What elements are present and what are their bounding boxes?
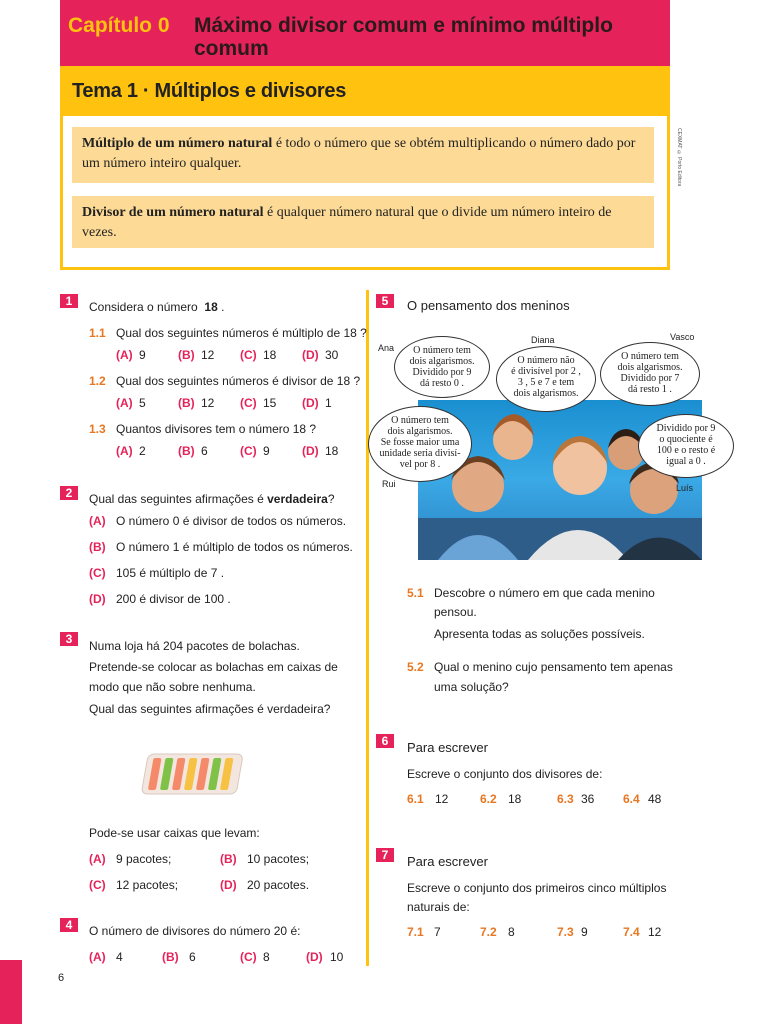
option-value: 18 — [263, 348, 277, 362]
name-luis: Luís — [676, 483, 694, 493]
subquestion-value: 12 — [435, 792, 449, 806]
subquestion-text: Qual o menino cujo pensamento tem apenas — [434, 660, 673, 674]
option-label: (D) — [89, 592, 106, 606]
chapter-title: Máximo divisor comum e mínimo múltiplo comum — [194, 14, 613, 60]
option-label: (D) — [302, 396, 319, 410]
option-value: 9 — [263, 444, 270, 458]
option-value: 6 — [201, 444, 208, 458]
question-text: Qual das seguintes afirmações é verdadeira? — [89, 492, 335, 506]
option-value: 12 — [201, 396, 215, 410]
option-value: 4 — [116, 950, 123, 964]
subquestion-label: 5.1 — [407, 586, 424, 600]
subquestion-label: 1.3 — [89, 422, 106, 436]
subquestion-label: 7.1 — [407, 925, 424, 939]
thought-bubble-ana: O número tem dois algarismos. Dividido por 9 dá resto 0 . — [394, 336, 490, 398]
option-value: 10 — [330, 950, 344, 964]
page-number: 6 — [58, 972, 65, 984]
question-text: Considera o número 18 . — [89, 300, 225, 314]
question-text: Escreve o conjunto dos divisores de: — [407, 767, 603, 781]
option-label: (C) — [240, 950, 257, 964]
name-ana: Ana — [378, 343, 395, 353]
option-label: (A) — [89, 950, 106, 964]
name-vasco: Vasco — [670, 332, 695, 342]
definition-term: Divisor de um número natural — [82, 205, 264, 220]
option-value: 2 — [139, 444, 146, 458]
subquestion-text: pensou. — [434, 605, 477, 619]
subquestion-label: 7.4 — [623, 925, 640, 939]
option-value: 9 — [139, 348, 146, 362]
option-label: (C) — [240, 348, 257, 362]
option-label: (B) — [178, 348, 195, 362]
subquestion-value: 36 — [581, 792, 595, 806]
name-rui: Rui — [382, 479, 396, 489]
question-text: Numa loja há 204 pacotes de bolachas. — [89, 639, 300, 653]
question-number: 5 — [376, 294, 394, 308]
option-label: (A) — [89, 514, 106, 528]
thought-bubble-vasco: O número tem dois algarismos. Dividido por 7 dá resto 1 . — [600, 342, 700, 406]
subquestion-value: 18 — [508, 792, 522, 806]
option-label: (A) — [116, 348, 133, 362]
definition-divisor — [72, 196, 654, 248]
option-label: (A) — [116, 444, 133, 458]
thought-bubble-diana: O número não é divisível por 2 , 3 , 5 e 7 e tem dois algarismos. — [496, 346, 596, 412]
option-value: 12 pacotes; — [116, 878, 179, 892]
question-title: O pensamento dos meninos — [407, 298, 570, 313]
name-diana: Diana — [531, 335, 555, 345]
option-label: (B) — [178, 396, 195, 410]
option-label: (C) — [240, 396, 257, 410]
option-value: O número 1 é múltiplo de todos os números. — [116, 540, 353, 554]
option-label: (B) — [220, 852, 237, 866]
option-value: 5 — [139, 396, 146, 410]
option-label: (D) — [302, 444, 319, 458]
option-value: O número 0 é divisor de todos os números. — [116, 514, 347, 528]
subquestion-label: 7.2 — [480, 925, 497, 939]
question-title: Para escrever — [407, 740, 488, 755]
option-label: (C) — [89, 566, 106, 580]
question-number: 1 — [60, 294, 78, 308]
option-value: 10 pacotes; — [247, 852, 310, 866]
subquestion-text: Qual dos seguintes números é múltiplo de 18 ? — [116, 326, 367, 340]
option-label: (B) — [89, 540, 106, 554]
subquestion-label: 6.3 — [557, 792, 574, 806]
subquestion-label: 6.2 — [480, 792, 497, 806]
page-edge-tab — [0, 960, 22, 1024]
subquestion-text: Qual dos seguintes números é divisor de 18 ? — [116, 374, 361, 388]
question-text: O número de divisores do número 20 é: — [89, 924, 301, 938]
question-number: 3 — [60, 632, 78, 646]
definition-term: Múltiplo de um número natural — [82, 136, 273, 151]
subquestion-text: Quantos divisores tem o número 18 ? — [116, 422, 317, 436]
option-label: (D) — [302, 348, 319, 362]
subquestion-value: 8 — [508, 925, 515, 939]
copyright-note: CEXMAT © Porto Editora — [676, 128, 682, 187]
option-value: 8 — [263, 950, 270, 964]
thought-bubble-rui: O número tem dois algarismos. Se fosse maior uma unidade seria divisí- vel por 8 . — [368, 406, 472, 482]
tema-title: Tema 1 · Múltiplos e divisores — [72, 80, 347, 102]
question-text: naturais de: — [407, 900, 470, 914]
thought-bubble-luis: Dividido por 9 o quociente é 100 e o resto é igual a 0 . — [638, 414, 734, 478]
subquestion-label: 1.2 — [89, 374, 106, 388]
option-label: (B) — [178, 444, 195, 458]
question-title: Para escrever — [407, 854, 488, 869]
option-value: 9 pacotes; — [116, 852, 172, 866]
option-label: (C) — [240, 444, 257, 458]
option-value: 18 — [325, 444, 339, 458]
cookie-boxes-image — [130, 744, 250, 804]
option-label: (D) — [306, 950, 323, 964]
option-label: (D) — [220, 878, 237, 892]
subquestion-text: uma solução? — [434, 680, 509, 694]
option-value: 20 pacotes. — [247, 878, 310, 892]
subquestion-label: 6.1 — [407, 792, 424, 806]
option-value: 200 é divisor de 100 . — [116, 592, 231, 606]
subquestion-value: 48 — [648, 792, 662, 806]
subquestion-label: 7.3 — [557, 925, 574, 939]
column-divider — [366, 290, 369, 966]
question-number: 7 — [376, 848, 394, 862]
question-text: Pretende-se colocar as bolachas em caixas de — [89, 660, 338, 674]
option-value: 15 — [263, 396, 277, 410]
option-value: 105 é múltiplo de 7 . — [116, 566, 225, 580]
option-label: (A) — [89, 852, 106, 866]
option-value: 12 — [201, 348, 215, 362]
definition-text: é qualquer número natural que o divide um número inteiro de vezes. — [82, 205, 612, 240]
option-label: (C) — [89, 878, 106, 892]
option-value: 30 — [325, 348, 339, 362]
question-text: Escreve o conjunto dos primeiros cinco múltiplos — [407, 881, 667, 895]
definition-text: é todo o número que se obtém multiplicando o número dado por um número inteiro qualquer. — [82, 136, 636, 171]
subquestion-value: 12 — [648, 925, 662, 939]
option-value: 6 — [189, 950, 196, 964]
subquestion-label: 1.1 — [89, 326, 106, 340]
subquestion-label: 5.2 — [407, 660, 424, 674]
definition-multiple — [72, 127, 654, 183]
subquestion-label: 6.4 — [623, 792, 640, 806]
question-number: 2 — [60, 486, 78, 500]
question-prompt: Pode-se usar caixas que levam: — [89, 826, 260, 840]
chapter-label: Capítulo 0 — [68, 14, 170, 37]
subquestion-text: Apresenta todas as soluções possíveis. — [434, 627, 645, 641]
subquestion-text: Descobre o número em que cada menino — [434, 586, 655, 600]
option-label: (B) — [162, 950, 179, 964]
question-text: Qual das seguintes afirmações é verdadeira? — [89, 702, 331, 716]
option-label: (A) — [116, 396, 133, 410]
subquestion-value: 7 — [434, 925, 441, 939]
question-number: 4 — [60, 918, 78, 932]
question-text: modo que não sobre nenhuma. — [89, 680, 256, 694]
option-value: 1 — [325, 396, 332, 410]
question-number: 6 — [376, 734, 394, 748]
subquestion-value: 9 — [581, 925, 588, 939]
